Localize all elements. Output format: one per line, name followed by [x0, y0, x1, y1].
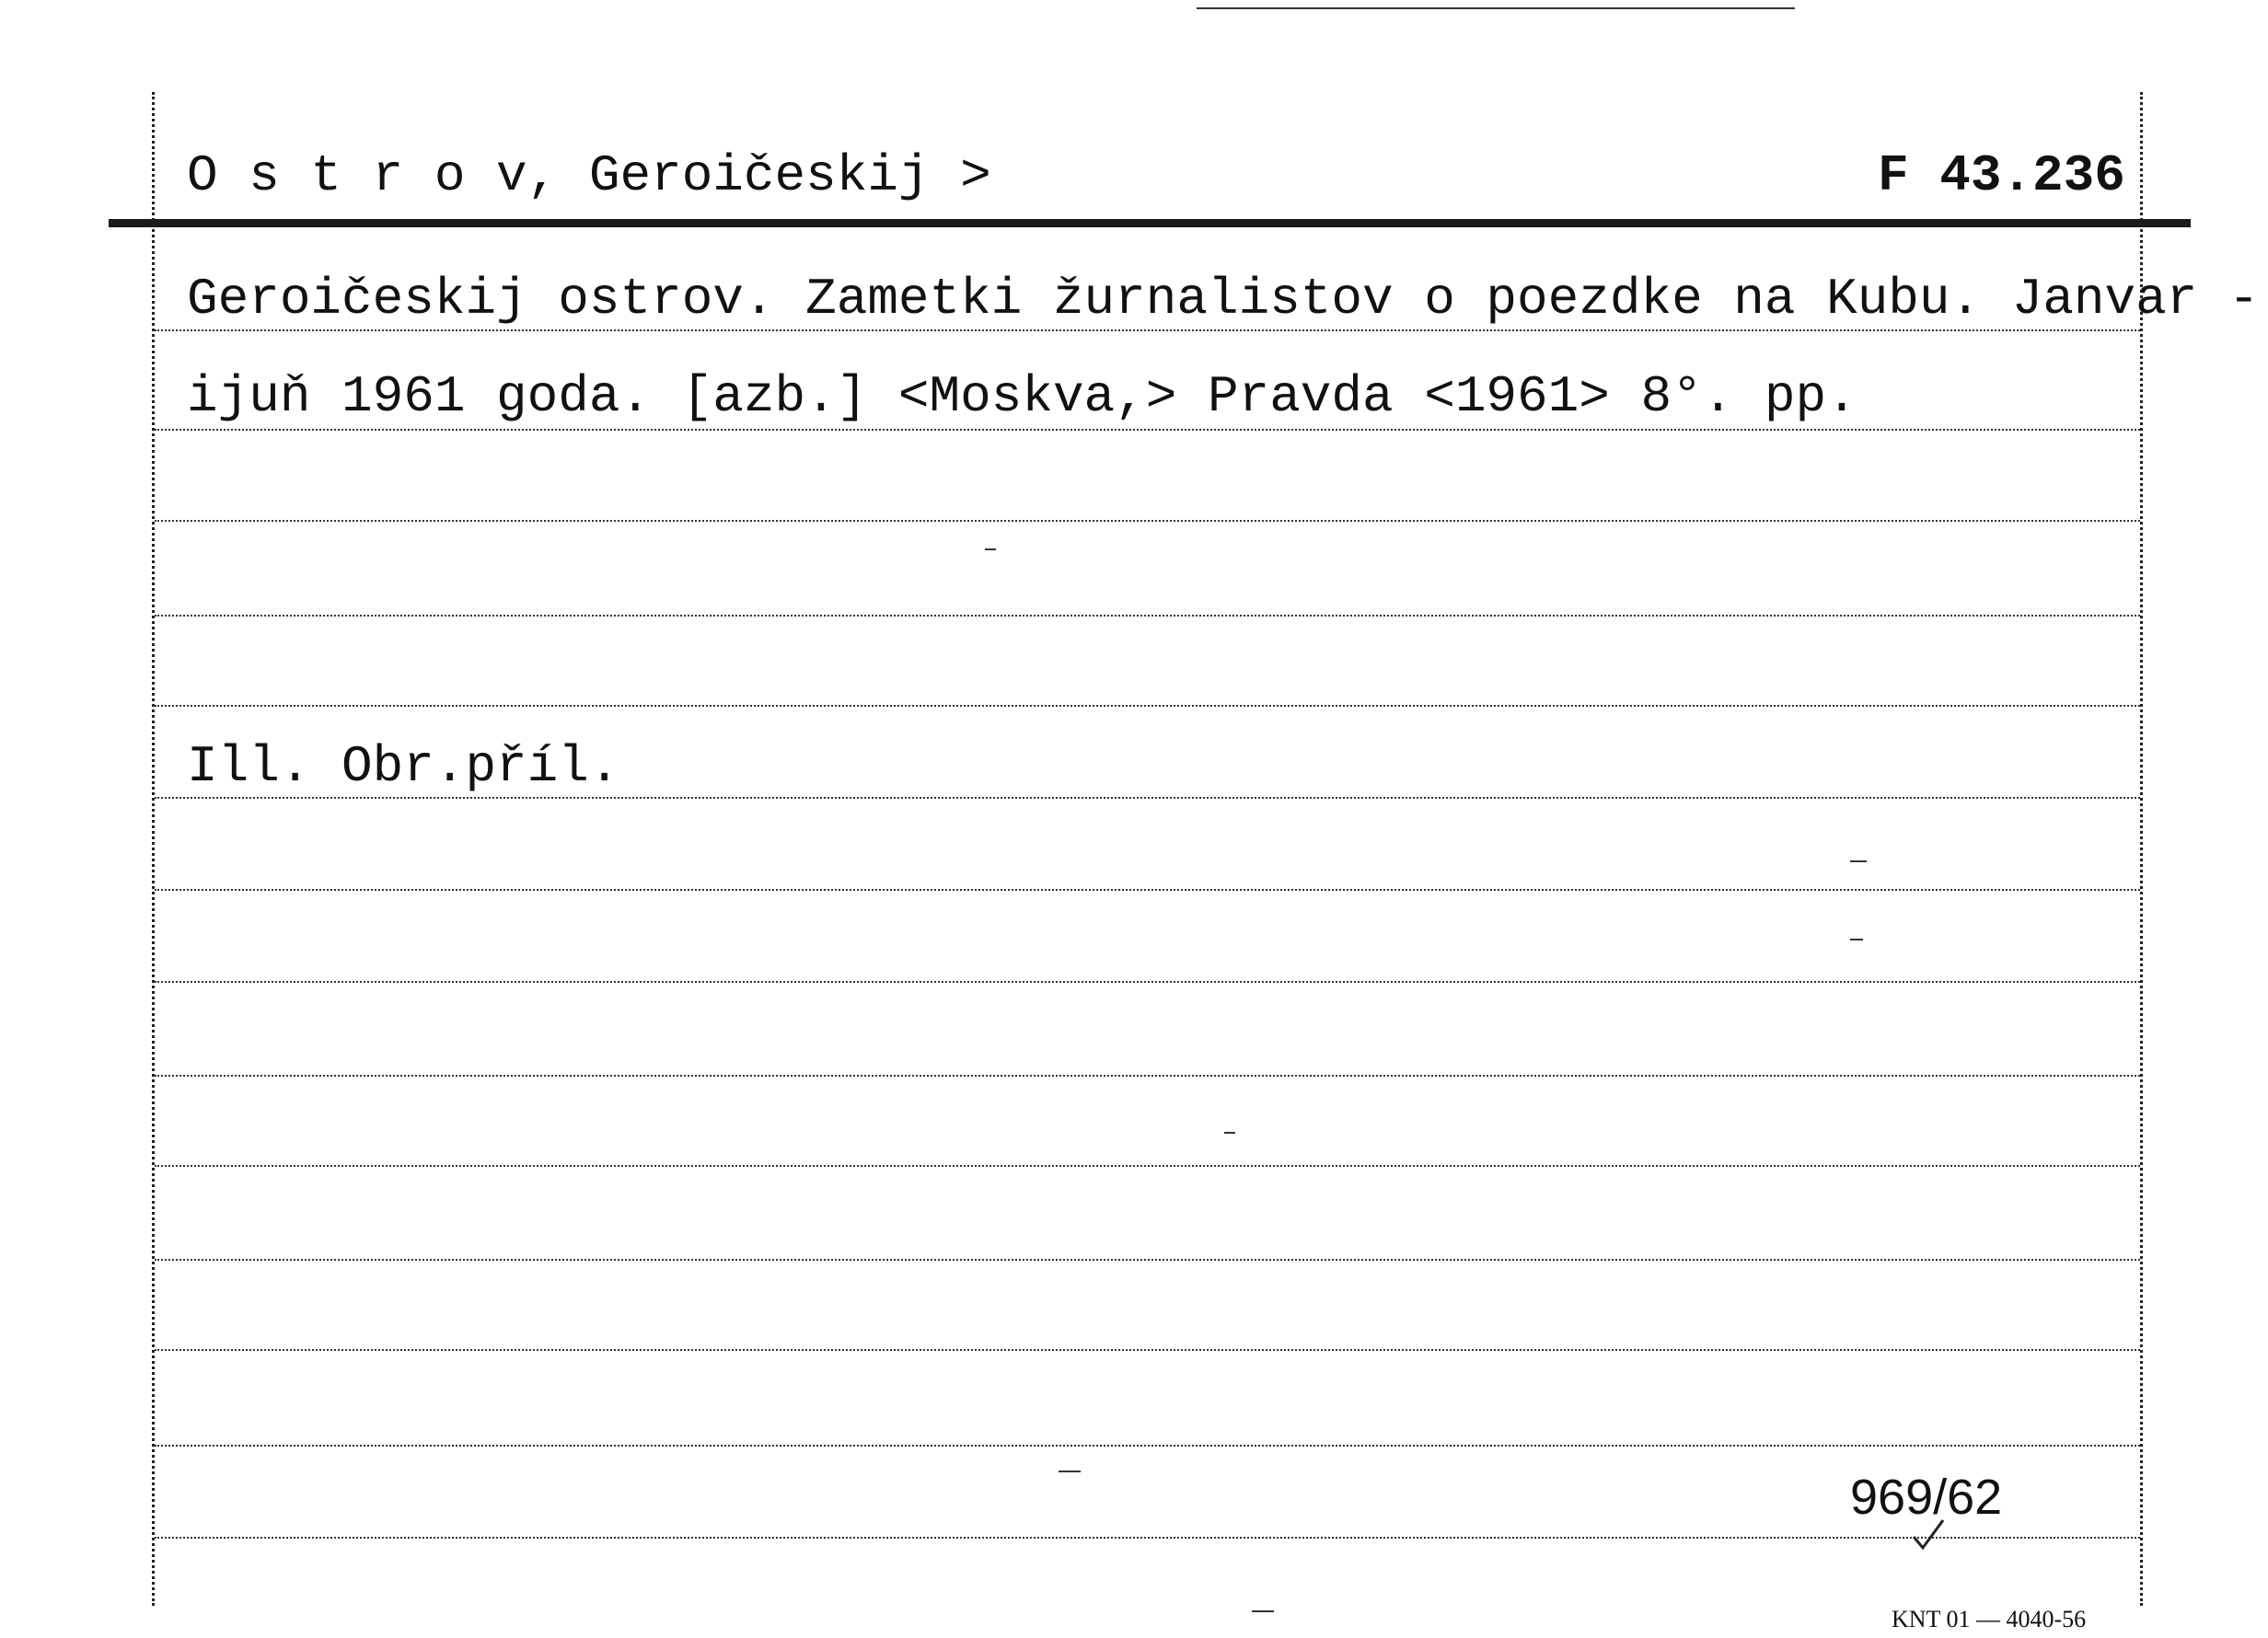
ruled-line	[155, 889, 2140, 891]
description-line-2: ijuň 1961 goda. [azb.] <Moskva,> Pravda <1961> 8°. pp.	[187, 367, 1857, 426]
ruled-line	[155, 705, 2140, 707]
checkmark-icon	[1910, 1517, 1947, 1553]
header-rule	[109, 219, 2191, 227]
card-heading: O s t r o v, Geroičeskij >	[187, 146, 991, 205]
ruled-line	[155, 1445, 2140, 1447]
scan-mark	[985, 548, 996, 550]
card-form-code: KNT 01 — 4040-56	[1892, 1606, 2087, 1632]
scan-mark	[1059, 1471, 1081, 1472]
ruled-line	[155, 981, 2140, 983]
ruled-line	[155, 1075, 2140, 1077]
scan-mark	[1850, 939, 1863, 940]
ruled-line	[155, 1537, 2140, 1539]
ruled-line	[155, 797, 2140, 799]
scan-mark	[1224, 1132, 1235, 1134]
description-line-1: Geroičeskij ostrov. Zametki žurnalistov o poezdke na Kubu. Janvar -	[187, 270, 2260, 329]
ruled-line	[155, 615, 2140, 617]
ruled-line	[155, 1349, 2140, 1351]
accession-number: 969/62	[1850, 1470, 2003, 1525]
ruled-line	[155, 329, 2140, 331]
note-line: Ill. Obr.příl.	[187, 737, 620, 796]
ruled-line	[155, 429, 2140, 431]
call-number: F 43.236	[1878, 146, 2125, 205]
ruled-line	[155, 520, 2140, 522]
ruled-line	[155, 1259, 2140, 1261]
scan-mark	[1850, 860, 1867, 862]
scan-mark	[1197, 7, 1795, 9]
left-margin-line	[152, 92, 155, 1606]
ruled-line	[155, 1165, 2140, 1167]
scan-mark	[1252, 1610, 1274, 1612]
